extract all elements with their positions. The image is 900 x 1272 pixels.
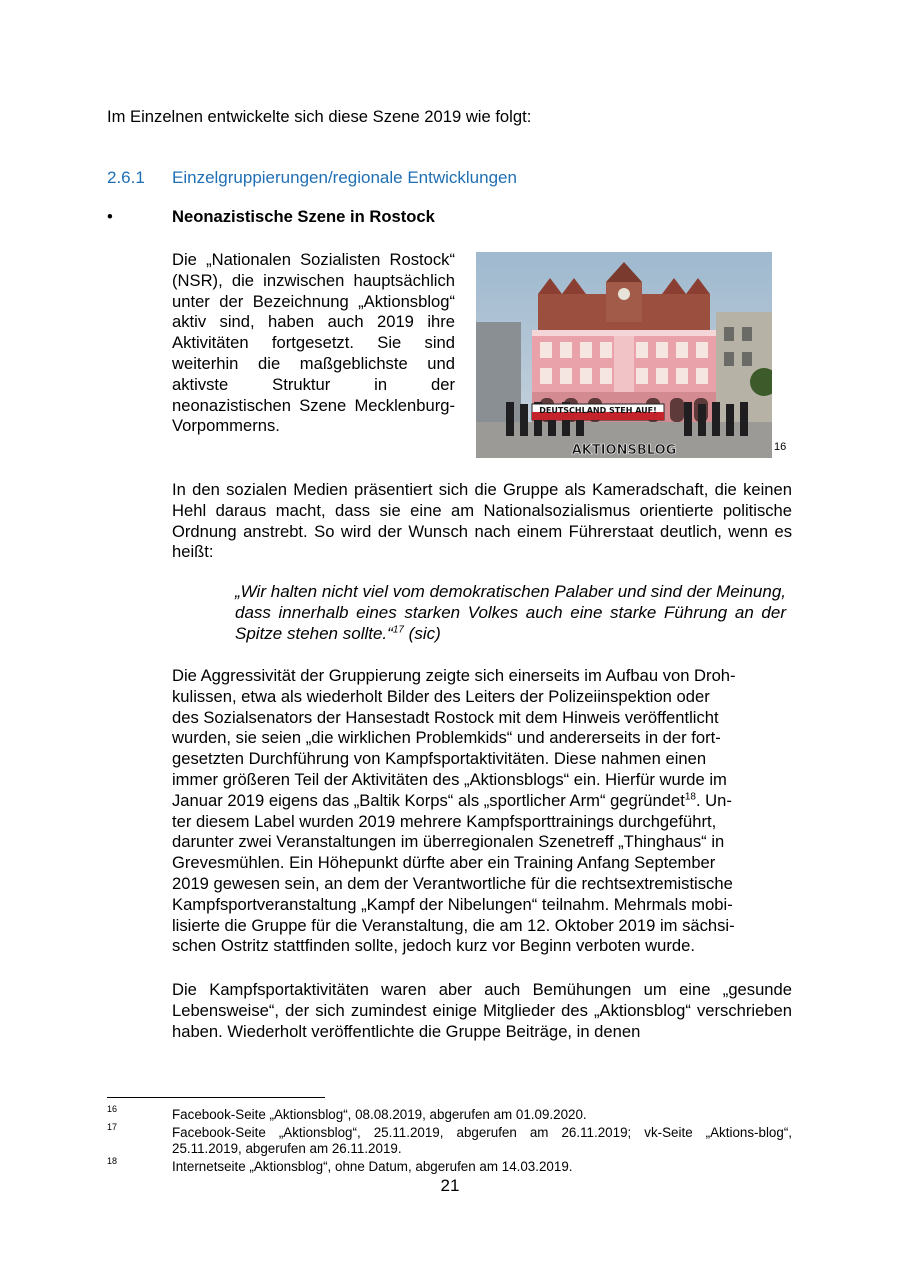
bullet-symbol: • (107, 207, 113, 226)
paragraph-line: kulissen, etwa als wiederholt Bilder des Leiters der Polizeiinspektion oder (172, 686, 710, 706)
footnote-separator (107, 1097, 325, 1098)
paragraph-line: darunter zwei Veranstaltungen im überregionalen Szenetreff „Thinghaus“ in (172, 832, 725, 852)
paragraph-line: schen Ostritz stattfinden sollte, jedoch kurz vor Beginn verboten wurde. (172, 936, 695, 956)
footnote-text: Facebook-Seite „Aktionsblog“, 25.11.2019, abgerufen am 26.11.2019; vk-Seite „Aktions-blog“, 25.11.2019, abgerufen am 26.11.2019. (172, 1125, 792, 1156)
paragraph-lifestyle: Die Kampfsportaktivitäten waren aber auch Bemühungen um eine „gesunde Lebensweise“, der sich zumindest einige Mitglieder des „Aktionsblog“ verschrieben haben. Wiederholt veröffentlichte die Gruppe Beiträge, in denen (172, 980, 792, 1041)
paragraph-line: des Sozialsenators der Hansestadt Rostock mit dem Hinweis veröffentlicht (172, 707, 719, 727)
paragraph-line: Grevesmühlen. Ein Höhepunkt dürfte aber ein Training Anfang September (172, 853, 716, 873)
quote-text: „Wir halten nicht viel vom demokratischen Palaber und sind der Meinung, dass innerhalb eines starken Volkes auch eine starke Führung an der Spitze stehen sollte.“ (235, 582, 786, 643)
page-number: 21 (440, 1176, 460, 1195)
bullet-title: Neonazistische Szene in Rostock (172, 207, 435, 226)
paragraph-line: lisierte die Gruppe für die Veranstaltung, die am 12. Oktober 2019 im sächsi- (172, 915, 735, 935)
banner-text: DEUTSCHLAND STEH AUF! (539, 406, 657, 415)
quote-footnote-ref: 17 (392, 623, 404, 635)
footnote-ref-18: 18 (684, 791, 696, 803)
quote-suffix: (sic) (403, 623, 441, 643)
section-number: 2.6.1 (107, 168, 145, 187)
paragraph-line: 2019 gewesen sein, an dem der Verantwortliche für die rechtsextremistische (172, 873, 733, 893)
paragraph-line: ter diesem Label wurden 2019 mehrere Kampfsporttrainings durchgeführt, (172, 811, 717, 831)
section-title: Einzelgruppierungen/regionale Entwicklungen (172, 168, 517, 187)
paragraph-line: gesetzten Durchführung von Kampfsportaktivitäten. Diese nahmen einen (172, 749, 707, 769)
paragraph-line: immer größeren Teil der Aktivitäten des „Aktionsblogs“ ein. Hierfür wurde im (172, 769, 727, 789)
paragraph-line: Kampfsportveranstaltung „Kampf der Nibelungen“ teilnahm. Mehrmals mobi- (172, 894, 733, 914)
footnote-number: 18 (107, 1156, 118, 1166)
paragraph-social-media: In den sozialen Medien präsentiert sich die Gruppe als Kameradschaft, die keinen Hehl daraus macht, dass sie eine am Nationalsozialismus orientierte politische Ordnung anstrebt. So wird der Wunsch nach einem Führerstaat deutlich, wenn es heißt: (172, 480, 792, 562)
footnote-text: Facebook-Seite „Aktionsblog“, 08.08.2019, abgerufen am 01.09.2020. (172, 1107, 587, 1122)
footnote-text: Internetseite „Aktionsblog“, ohne Datum, abgerufen am 14.03.2019. (172, 1159, 573, 1174)
block-quote (235, 582, 786, 644)
intro-text: Im Einzelnen entwickelte sich diese Szene 2019 wie folgt: (107, 107, 532, 126)
paragraph-aggression (172, 666, 797, 957)
intro-paragraph: Die „Nationalen Sozialisten Rostock“ (NSR), die inzwischen hauptsächlich unter der Bezeichnung „Aktionsblog“ aktiv sind, haben auch 2019 ihre Aktivitäten fortgesetzt. Sie sind weiterhin die maßgeblichste und aktivste Struktur in der neonazistischen Szene Mecklenburg-Vorpommerns. (172, 250, 455, 436)
paragraph-line: Die Aggressivität der Gruppierung zeigte sich einerseits im Aufbau von Droh- (172, 666, 736, 685)
paragraph-line: wurden, sie seien „die wirklichen Problemkids“ und andererseits in der fort- (172, 728, 721, 748)
line-text: . Un- (695, 790, 732, 810)
line-text: Januar 2019 eigens das „Baltik Korps“ als „sportlicher Arm“ gegründet (172, 790, 685, 810)
footnote-number: 16 (107, 1104, 118, 1114)
footnote-number: 17 (107, 1122, 118, 1132)
rostock-town-hall-photo (476, 252, 772, 458)
aktionsblog-watermark: AKTIONSBLOG (571, 443, 677, 458)
paragraph-line (172, 791, 797, 812)
image-footnote-ref: 16 (774, 441, 787, 453)
